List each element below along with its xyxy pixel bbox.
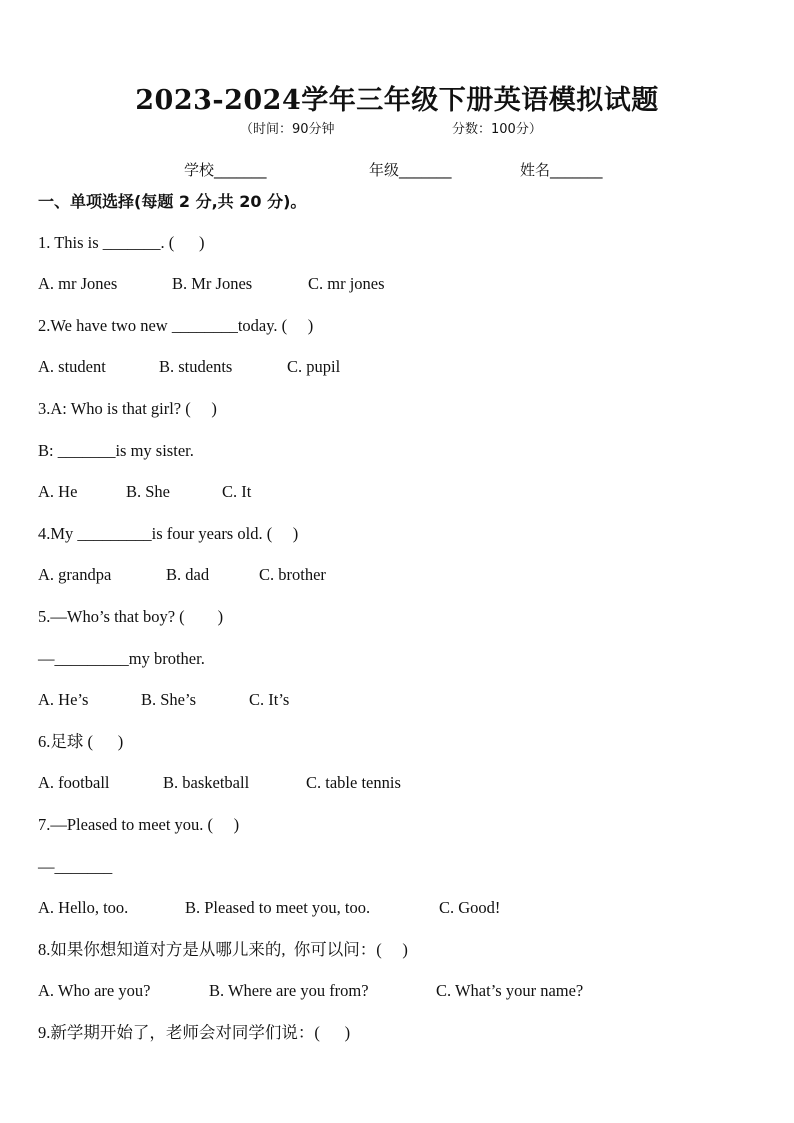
- option-c: C. table tennis: [306, 773, 401, 792]
- question-5-extra: —_________my brother.: [38, 649, 205, 668]
- question-7-extra: —_______: [38, 857, 113, 876]
- option-b: B. Where are you from?: [209, 981, 369, 1000]
- exam-title: 2023-2024学年三年级下册英语模拟试题: [135, 85, 659, 116]
- grade-field: 年级_______: [369, 161, 452, 179]
- total-score: 分数：100分）: [452, 122, 542, 137]
- question-7-options: [38, 896, 738, 920]
- option-c: C. What’s your name?: [436, 981, 584, 1000]
- option-a: A. grandpa: [38, 565, 112, 584]
- question-7-stem: 7.—Pleased to meet you. ( ): [38, 815, 240, 834]
- option-c: C. pupil: [287, 357, 341, 376]
- option-c: C. Good!: [439, 898, 501, 917]
- option-c: C. It’s: [249, 690, 290, 709]
- option-c: C. It: [222, 482, 252, 501]
- question-9-stem: 9.新学期开始了，老师会对同学们说：( ): [38, 1023, 351, 1042]
- option-b: B. Mr Jones: [172, 274, 253, 293]
- question-1-stem: 1. This is _______. ( ): [38, 233, 205, 252]
- question-3-options: [38, 480, 738, 504]
- option-b: B. students: [159, 357, 233, 376]
- question-5-options: [38, 688, 738, 712]
- option-b: B. basketball: [163, 773, 250, 792]
- school-field: 学校_______: [184, 161, 267, 179]
- question-8-options: [38, 979, 738, 1003]
- time-limit: （时间：90分钟: [240, 122, 335, 137]
- question-6-options: [38, 771, 738, 795]
- question-6-stem: 6.足球 ( ): [38, 732, 124, 751]
- option-b: B. She’s: [141, 690, 197, 709]
- question-2-options: [38, 355, 738, 379]
- question-3-stem: 3.A: Who is that girl? ( ): [38, 399, 217, 418]
- section-heading: 一、单项选择(每题 2 分,共 20 分)。: [38, 192, 307, 211]
- student-info-row: [0, 159, 794, 181]
- question-8-stem: 8.如果你想知道对方是从哪儿来的, 你可以问：( ): [38, 940, 408, 959]
- question-2-stem: 2.We have two new ________today. ( ): [38, 316, 314, 335]
- option-c: C. brother: [259, 565, 326, 584]
- option-a: A. Hello, too.: [38, 898, 129, 917]
- option-b: B. Pleased to meet you, too.: [185, 898, 371, 917]
- option-c: C. mr jones: [308, 274, 385, 293]
- option-a: A. He: [38, 482, 78, 501]
- option-b: B. She: [126, 482, 171, 501]
- option-a: A. Who are you?: [38, 981, 151, 1000]
- option-a: A. mr Jones: [38, 274, 118, 293]
- question-4-stem: 4.My _________is four years old. ( ): [38, 524, 299, 543]
- question-5-stem: 5.—Who’s that boy? ( ): [38, 607, 224, 626]
- option-a: A. He’s: [38, 690, 89, 709]
- name-field: 姓名_______: [520, 161, 603, 179]
- option-a: A. student: [38, 357, 106, 376]
- option-a: A. football: [38, 773, 110, 792]
- exam-meta: [0, 118, 794, 138]
- question-4-options: [38, 563, 738, 587]
- option-b: B. dad: [166, 565, 210, 584]
- question-3-extra: B: _______is my sister.: [38, 441, 194, 460]
- question-1-options: [38, 272, 738, 296]
